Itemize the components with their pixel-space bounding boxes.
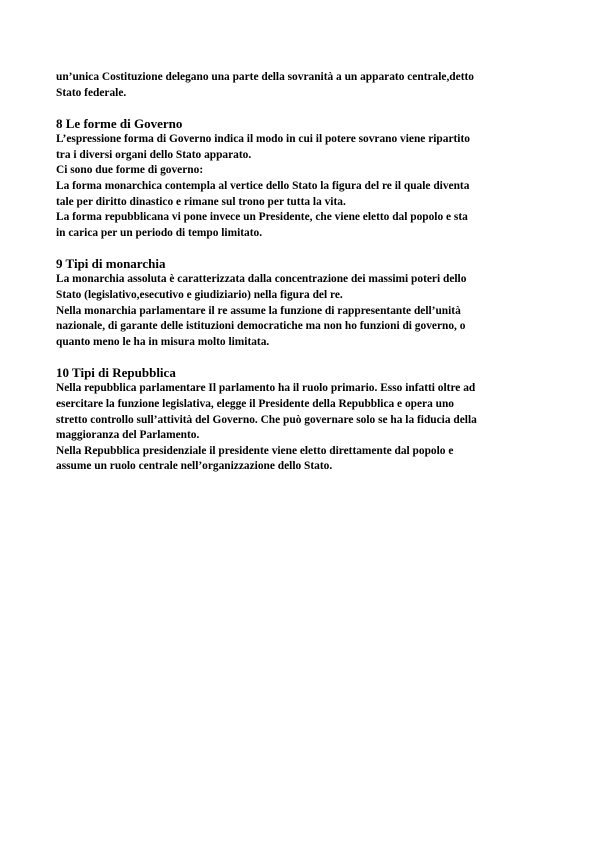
text-line: esercitare la funzione legislativa, elegge il Presidente della Repubblica e opera uno (56, 397, 454, 410)
text-line: un’unica Costituzione delegano una parte della sovranità a un apparato centrale,detto (56, 71, 474, 83)
text-line: Nella monarchia parlamentare il re assume la funzione di rappresentante dell’unità (56, 304, 461, 317)
text-line: tale per diritto dinastico e rimane sul trono per tutta la vita. (56, 195, 346, 208)
text-line: in carica per un periodo di tempo limitato. (56, 226, 263, 239)
paragraph-gap (56, 101, 546, 116)
text-line: Stato (legislativo,esecutivo e giudiziario) nella figura del re. (56, 288, 343, 301)
text-line: Nella Repubblica presidenziale il presidente viene eletto direttamente dal popolo e (56, 444, 454, 457)
text-line: maggioranza del Parlamento. (56, 429, 200, 442)
text-line: Nella repubblica parlamentare Il parlamento ha il ruolo primario. Esso infatti oltre ad (56, 382, 476, 395)
section-heading-tipi-di-repubblica: 10 Tipi di Repubblica (56, 365, 176, 381)
text-line: assume un ruolo centrale nell’organizzazione dello Stato. (56, 460, 333, 473)
text-line: La forma repubblicana vi pone invece un Presidente, che viene eletto dal popolo e sta (56, 211, 468, 224)
text-line: Stato federale. (56, 86, 127, 99)
text-line: Ci sono due forme di governo: (56, 164, 204, 177)
section-heading-tipi-di-monarchia: 9 Tipi di monarchia (56, 256, 166, 272)
section-body-tipi-di-repubblica (56, 381, 546, 475)
text-line: L’espressione forma di Governo indica il modo in cui il potere sovrano viene ripartito (56, 133, 470, 146)
text-line: stretto controllo sull’attività del Governo. Che può governare solo se ha la fiducia della (56, 413, 477, 426)
text-line: nazionale, di garante delle istituzioni democratiche ma non ho funzioni di governo, o (56, 320, 466, 333)
text-line: tra i diversi organi dello Stato apparato. (56, 148, 252, 161)
text-line: La monarchia assoluta è caratterizzata dalla concentrazione dei massimi poteri dello (56, 273, 467, 286)
paragraph-gap (56, 350, 546, 365)
section-body-tipi-di-monarchia (56, 272, 546, 350)
section-body-forme-di-governo (56, 132, 546, 241)
intro-paragraph (56, 70, 546, 101)
document-page (56, 70, 546, 475)
text-line: La forma monarchica contempla al vertice dello Stato la figura del re il quale diventa (56, 179, 470, 192)
paragraph-gap (56, 241, 546, 256)
section-heading-forme-di-governo: 8 Le forme di Governo (56, 116, 183, 132)
text-line: quanto meno le ha in misura molto limitata. (56, 335, 270, 348)
